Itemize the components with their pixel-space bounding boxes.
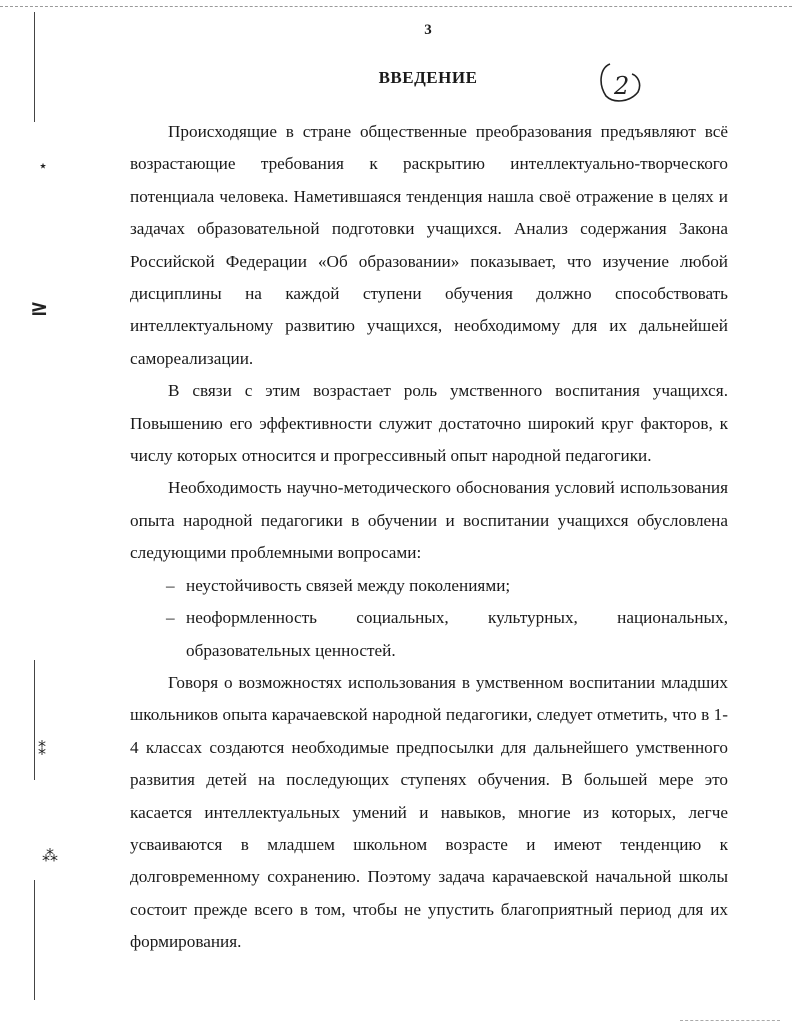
- margin-mark-2: ≥: [30, 296, 49, 321]
- binding-line-bottom: [34, 880, 35, 1000]
- margin-mark-1: ⋆: [38, 156, 49, 175]
- list-item: [130, 602, 728, 667]
- paragraph-mental-education: В связи с этим возрастает роль умственного воспитания учащихся. Повышению его эффективности служит достаточно широкий круг факторов, к числу которых относится и прогрессивный опыт народной педагогики.: [130, 381, 728, 466]
- list-item-text: неоформленность социальных, культурных, национальных, образовательных ценностей.: [186, 608, 728, 660]
- scan-top-border: [0, 6, 792, 7]
- page-number: 3: [424, 22, 432, 38]
- scan-bottom-border: [680, 1020, 780, 1021]
- list-item: [130, 570, 728, 602]
- handwritten-note-icon: [596, 58, 646, 108]
- paragraph-necessity: Необходимость научно-методического обоснования условий использования опыта народной педагогики в обучении и воспитании учащихся обусловлена следующими проблемными вопросами:: [130, 478, 728, 563]
- paragraph-karachay-pedagogy: Говоря о возможностях использования в умственном воспитании младших школьников опыта карачаевской народной педагогики, следует отметить, что в 1-4 классах создаются необходимые предпосылки для дальнейшего умственного развития детей на последующих ступенях обучения. В большей мере это касается интеллектуальных умений и навыков, многие из которых, легче усваиваются в младшем школьном возрасте и имеют тенденцию к долговременному сохранению. Поэтому задача карачаевской начальной школы состоит прежде всего в том, чтобы не упустить благоприятный период для их формирования.: [130, 672, 728, 952]
- body-text: [130, 116, 728, 959]
- list-item-text: неустойчивость связей между поколениями;: [186, 575, 511, 595]
- paragraph-intro: Происходящие в стране общественные преобразования предъявляют всё возрастающие требования к раскрытию интеллектуально-творческого потенциала человека. Наметившаяся тенденция нашла своё отражение в целях и задачах образовательной подготовки учащихся. Анализ содержания Закона Российской Федерации «Об образовании» показывает, что изучение любой дисциплины на каждой ступени обучения должно способствовать интеллектуальному развитию учащихся, необходимому для их дальнейшей самореализации.: [130, 122, 728, 368]
- binding-line-middle: [34, 660, 35, 780]
- problem-list: [130, 570, 728, 667]
- margin-mark-4: ⁂: [42, 846, 58, 865]
- handwritten-note-text: 2: [614, 72, 630, 100]
- list-marker: –: [166, 608, 175, 628]
- list-marker: –: [166, 575, 175, 595]
- margin-mark-3: ⁑: [38, 740, 46, 759]
- page-title: ВВЕДЕНИЕ: [378, 68, 478, 87]
